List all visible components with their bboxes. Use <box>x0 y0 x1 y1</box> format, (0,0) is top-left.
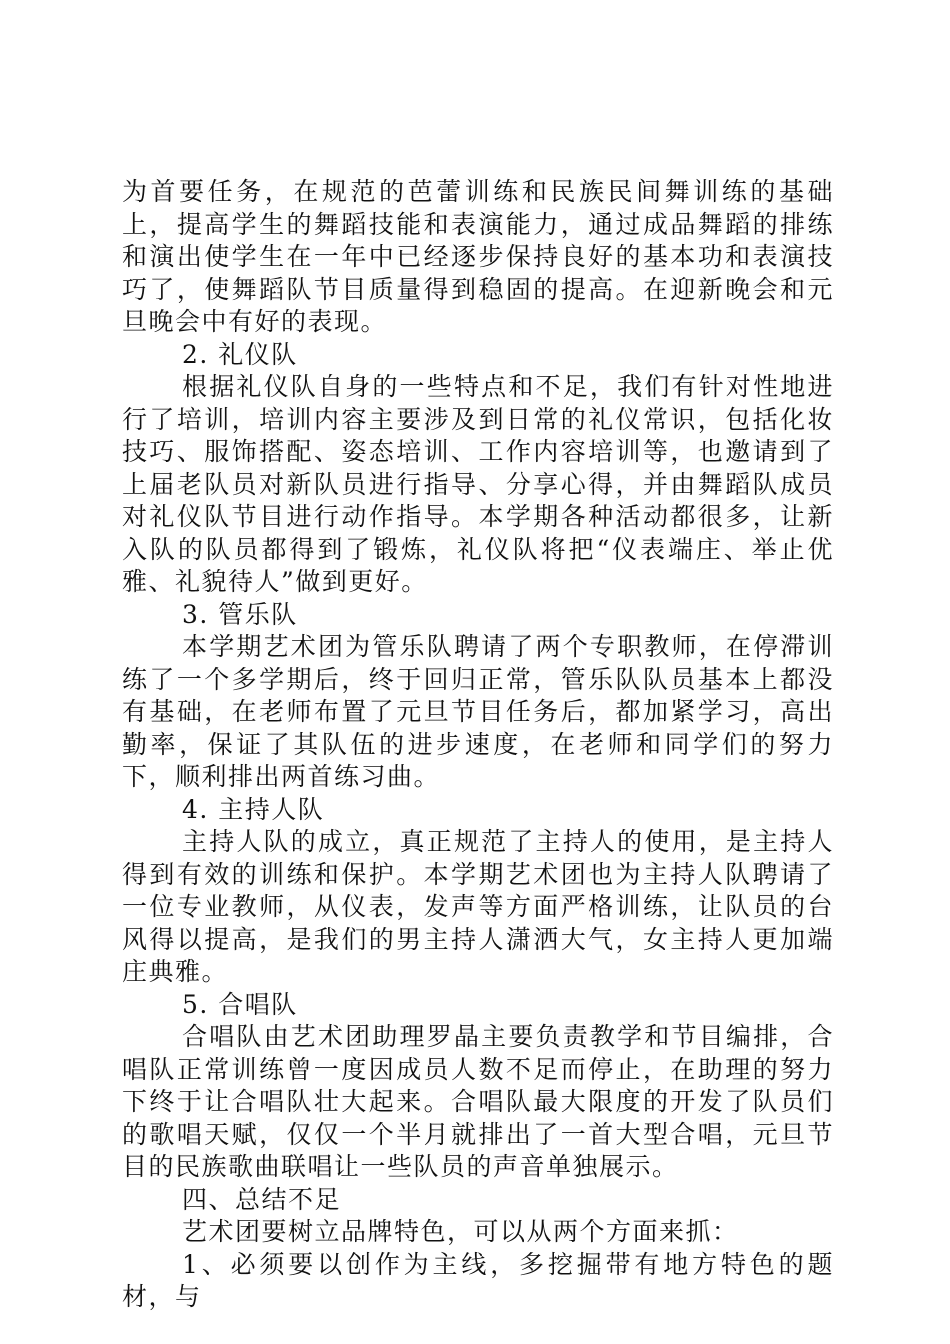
heading-choir: 5. 合唱队 <box>182 989 298 1019</box>
heading-summary-shortcomings: 四、总结不足 <box>182 1184 342 1214</box>
heading-wind-band: 3. 管乐队 <box>182 599 298 629</box>
paragraph-etiquette-team: 根据礼仪队自身的一些特点和不足，我们有针对性地进行了培训，培训内容主要涉及到日常的礼仪常识，包括化妆技巧、服饰搭配、姿态培训、工作内容培训等，也邀请到了上届老队员对新队员进行指导、分享心得，并由舞蹈队成员对礼仪队节目进行动作指导。本学期各种活动都很多，让新入队的队员都得到了锻炼，礼仪队将把“仪表端庄、举止优雅、礼貌待人”做到更好。 <box>122 372 834 596</box>
heading-host-team: 4. 主持人队 <box>182 794 325 824</box>
paragraph-dance-team-continued: 为首要任务，在规范的芭蕾训练和民族民间舞训练的基础上，提高学生的舞蹈技能和表演能力，通过成品舞蹈的排练和演出使学生在一年中已经逐步保持良好的基本功和表演技巧了，使舞蹈队节目质量得到稳固的提高。在迎新晚会和元旦晚会中有好的表现。 <box>122 177 834 336</box>
paragraph-wind-band: 本学期艺术团为管乐队聘请了两个专职教师，在停滞训练了一个多学期后，终于回归正常，管乐队队员基本上都没有基础，在老师布置了元旦节目任务后，都加紧学习，高出勤率，保证了其队伍的进步速度，在老师和同学们的努力下，顺利排出两首练习曲。 <box>122 632 834 791</box>
document-body <box>122 176 834 1314</box>
paragraph-host-team: 主持人队的成立，真正规范了主持人的使用，是主持人得到有效的训练和保护。本学期艺术团也为主持人队聘请了一位专业教师，从仪表，发声等方面严格训练，让队员的台风得以提高，是我们的男主持人潇洒大气，女主持人更加端庄典雅。 <box>122 827 834 986</box>
paragraph-point-one: 1、必须要以创作为主线，多挖掘带有地方特色的题材，与 <box>122 1249 834 1311</box>
paragraph-brand-intro: 艺术团要树立品牌特色，可以从两个方面来抓： <box>182 1217 739 1246</box>
paragraph-choir: 合唱队由艺术团助理罗晶主要负责教学和节目编排，合唱队正常训练曾一度因成员人数不足而停止，在助理的努力下终于让合唱队壮大起来。合唱队最大限度的开发了队员们的歌唱天赋，仅仅一个半月就排出了一首大型合唱，元旦节目的民族歌曲联唱让一些队员的声音单独展示。 <box>122 1022 834 1181</box>
heading-etiquette-team: 2. 礼仪队 <box>182 339 298 369</box>
